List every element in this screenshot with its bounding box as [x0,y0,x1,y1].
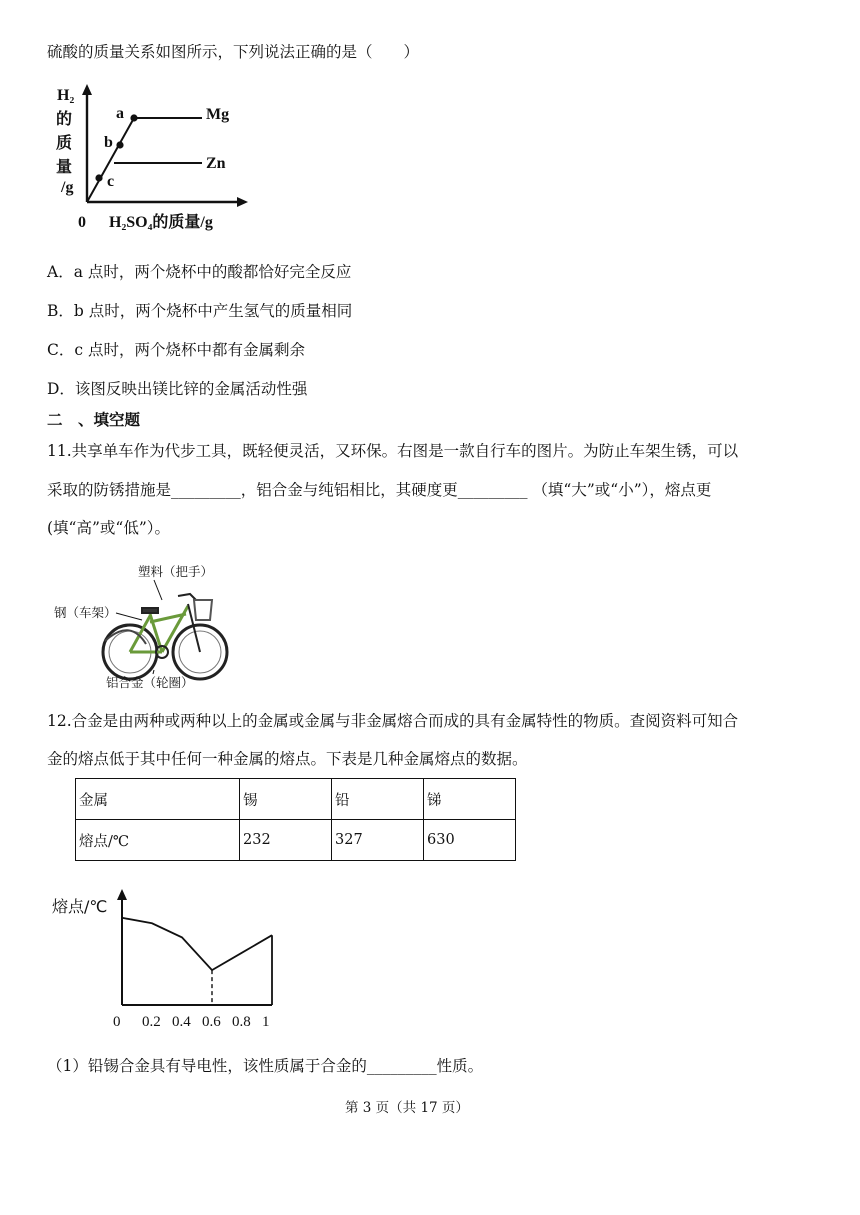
table-cell: 327 [332,820,424,861]
y-label-3: 质 [56,135,73,152]
x-tick-label: 0.8 [232,1014,251,1030]
x-tick-label: 0.2 [142,1014,161,1030]
table-row [76,820,516,861]
table-cell: 熔点/℃ [76,820,240,861]
table-cell: 630 [424,820,516,861]
q10-stem: 硫酸的质量关系如图所示，下列说法正确的是（ ） [47,43,420,61]
table-cell: 232 [240,820,332,861]
point-c [95,174,102,181]
label-rim: 铝合金（轮圈） [106,675,194,690]
table-cell: 锑 [424,779,516,820]
melting-point-chart [50,882,290,1032]
label-handle: 塑料（把手） [138,564,214,579]
melting-point-table [75,778,516,861]
x-tick-label: 0.4 [172,1014,191,1030]
q11-line1: 11.共享单车作为代步工具，既轻便灵活，又环保。右图是一款自行车的图片。为防止车架生锈，可以 [47,442,739,460]
melting-curve [122,918,272,970]
point-a [130,114,137,121]
label-a: a [116,105,124,122]
q11-line2: 采取的防锈措施是_________，铝合金与纯铝相比，其硬度更_________ （填“大”或“小”），熔点更 [47,481,712,499]
table-cell: 金属 [76,779,240,820]
q12-line2: 金的熔点低于其中任何一种金属的熔点。下表是几种金属熔点的数据。 [47,750,528,768]
section-title: 二 、填空题 [47,411,141,429]
y-label-1: H₂ [57,87,75,104]
y-label-4: 量 [56,159,73,176]
table-row [76,779,516,820]
y-label-5: /g [61,179,74,196]
series-zn-label: Zn [206,155,226,172]
h2-mass-graph [52,84,252,236]
table-cell: 锡 [240,779,332,820]
chart-ylabel: 熔点/℃ [52,897,108,916]
series-mg-label: Mg [206,106,230,123]
origin-label: 0 [78,214,86,231]
q11-line3: (填“高”或“低”）。 [47,519,170,537]
option-c: C．c 点时，两个烧杯中都有金属剩余 [47,341,305,359]
label-frame: 钢（车架） [54,605,117,620]
label-c: c [107,173,115,190]
x-tick-label: 0.6 [202,1014,221,1030]
option-a: A．a 点时，两个烧杯中的酸都恰好完全反应 [47,263,352,281]
table-cell: 铅 [332,779,424,820]
q12-sub1: （1）铅锡合金具有导电性，该性质属于合金的_________性质。 [47,1057,484,1075]
x-tick-label: 1 [262,1014,270,1030]
option-b: B．b 点时，两个烧杯中产生氢气的质量相同 [47,302,353,320]
point-b [116,141,123,148]
q12-line1: 12.合金是由两种或两种以上的金属或金属与非金属熔合而成的具有金属特性的物质。查阅资料可知合 [47,712,739,730]
page-footer: 第 3 页（共 17 页） [345,1100,469,1116]
option-d: D．该图反映出镁比锌的金属活动性强 [47,380,308,398]
x-tick-label: 0 [113,1014,121,1030]
bicycle-figure [50,556,235,694]
label-b: b [104,134,113,151]
y-label-2: 的 [56,111,73,128]
x-axis-label: H₂SO₄的质量/g [109,214,213,231]
